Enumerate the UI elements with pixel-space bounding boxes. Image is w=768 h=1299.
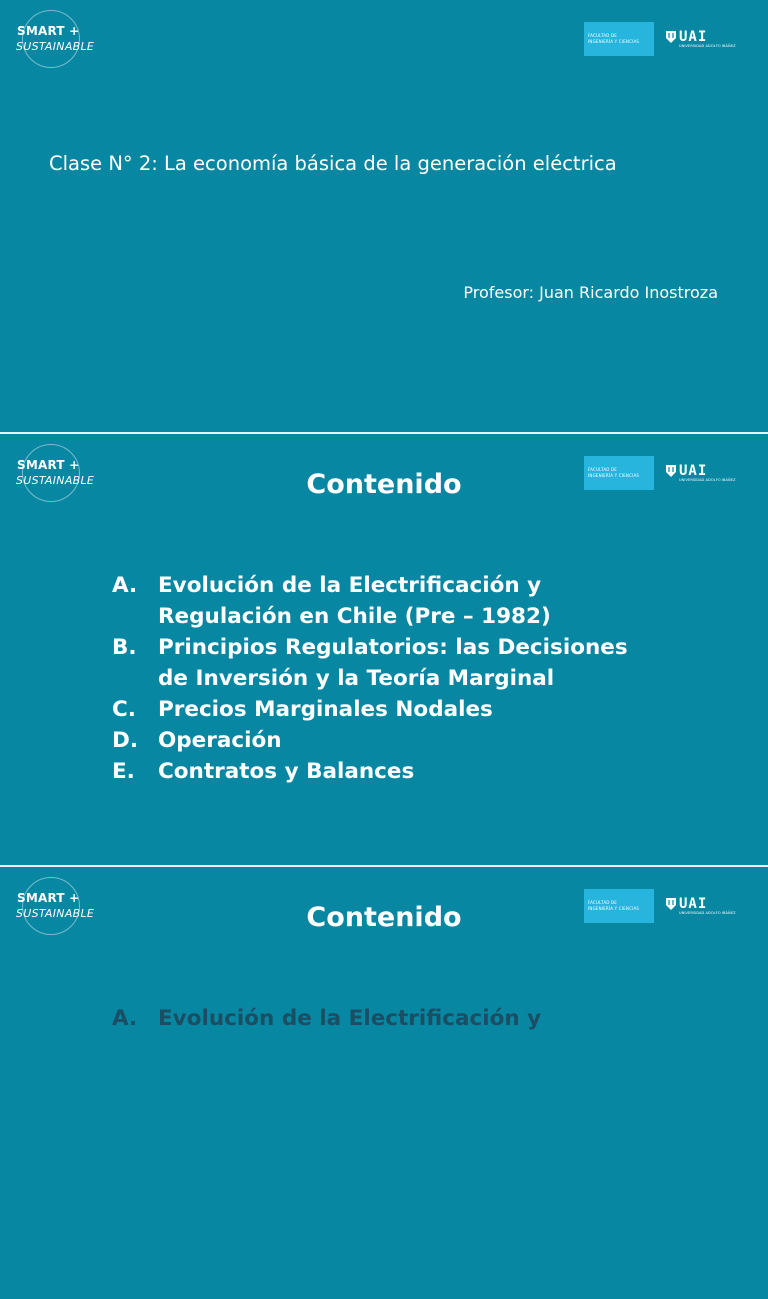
item-text-line1: Principios Regulatorios: las Decisiones — [158, 635, 628, 660]
contents-slide — [0, 434, 768, 866]
logo-sustainable-text: SUSTAINABLE — [16, 907, 95, 920]
logo-sustainable-text: SUSTAINABLE — [16, 474, 95, 487]
logo-circle — [22, 10, 80, 68]
professor-name: Profesor: Juan Ricardo Inostroza — [463, 283, 718, 302]
item-letter: C. — [112, 697, 136, 722]
logo-smart-text: SMART + — [17, 24, 80, 38]
faculty-logo-line2: INGENIERÍA Y CIENCIAS — [588, 906, 640, 911]
contents-item-e — [112, 756, 672, 787]
item-text-line2: de Inversión y la Teoría Marginal — [158, 666, 555, 691]
item-text: Operación — [158, 728, 282, 753]
contents-item-a — [112, 570, 672, 632]
title-slide — [0, 0, 768, 432]
uai-shield-icon — [666, 31, 676, 43]
uai-wordmark: UAI — [679, 463, 708, 479]
item-letter: E. — [112, 759, 135, 784]
item-text: Contratos y Balances — [158, 759, 415, 784]
logo-smart-text: SMART + — [17, 458, 80, 472]
logo-sustainable-text: SUSTAINABLE — [16, 40, 95, 53]
contents-list — [112, 1003, 672, 1034]
item-text: Precios Marginales Nodales — [158, 697, 493, 722]
item-text-line2: Regulación en Chile (Pre – 1982) — [158, 604, 551, 629]
item-letter: A. — [112, 573, 138, 598]
contents-heading: Contenido — [306, 469, 462, 500]
contents-list — [112, 570, 672, 787]
uai-wordmark: UAI — [679, 29, 708, 45]
faculty-logo-line1: FACULTAD DE — [588, 33, 618, 38]
smart-sustainable-logo — [14, 8, 95, 68]
contents-slide-highlight — [0, 867, 768, 1299]
uai-subtitle: UNIVERSIDAD ADOLFO IBÁÑEZ — [679, 911, 736, 915]
logo-smart-text: SMART + — [17, 891, 80, 905]
faculty-logo — [584, 22, 654, 56]
contents-item-c — [112, 694, 672, 725]
uai-subtitle: UNIVERSIDAD ADOLFO IBÁÑEZ — [679, 478, 736, 482]
item-text-line1: Evolución de la Electrificación y — [158, 1006, 542, 1031]
contents-item-a-highlighted — [112, 1003, 672, 1034]
item-text-line1: Evolución de la Electrificación y — [158, 573, 542, 598]
item-letter: D. — [112, 728, 139, 753]
slide-title: Clase N° 2: La economía básica de la generación eléctrica — [49, 152, 617, 175]
faculty-logo-line1: FACULTAD DE — [588, 467, 618, 472]
faculty-logo-line2: INGENIERÍA Y CIENCIAS — [588, 473, 640, 478]
contents-heading: Contenido — [306, 902, 462, 933]
item-letter: A. — [112, 1006, 138, 1031]
contents-item-d — [112, 725, 672, 756]
contents-item-b — [112, 632, 672, 694]
uai-logo — [666, 30, 742, 50]
faculty-logo-line2: INGENIERÍA Y CIENCIAS — [588, 39, 640, 44]
uai-wordmark: UAI — [679, 896, 708, 912]
faculty-logo-line1: FACULTAD DE — [588, 900, 618, 905]
item-letter: B. — [112, 635, 137, 660]
uai-subtitle: UNIVERSIDAD ADOLFO IBÁÑEZ — [679, 44, 736, 48]
